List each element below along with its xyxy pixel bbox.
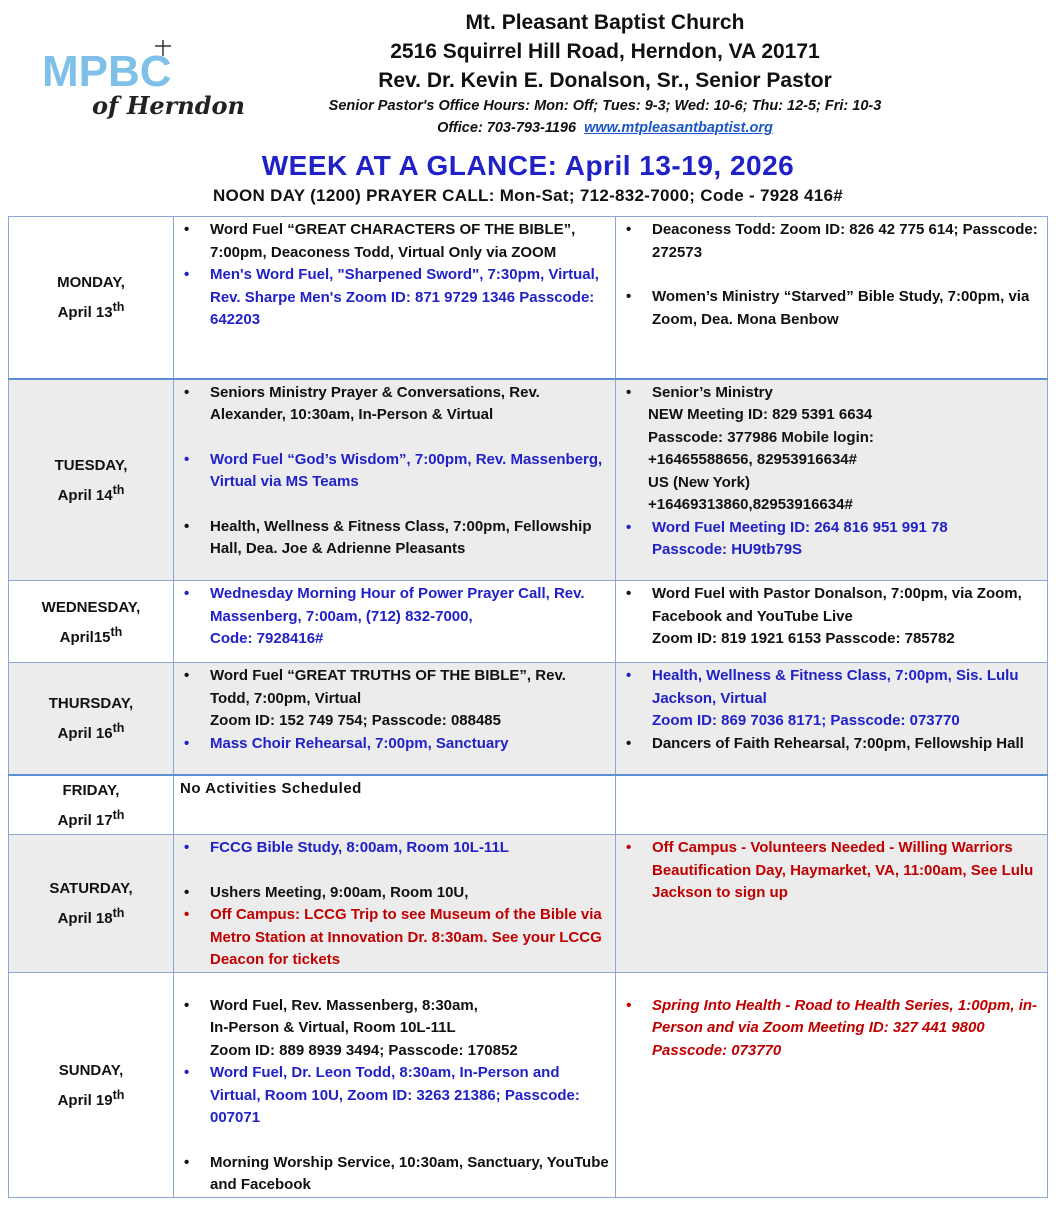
schedule-table xyxy=(8,216,1048,1198)
senior-pastor: Rev. Dr. Kevin E. Donalson, Sr., Senior Pastor xyxy=(378,69,832,92)
list-item: • Word Fuel, Rev. Massenberg, 8:30am, In-Person & Virtual, Room 10L-11L Zoom ID: 889 8939 3494; Passcode: 170852 xyxy=(210,995,609,1063)
no-activities: No Activities Scheduled xyxy=(174,775,616,835)
day-cell: FRIDAY, April 17th xyxy=(9,775,174,835)
list-item: • Deaconess Todd: Zoom ID: 826 42 775 614; Passcode: 272573 xyxy=(652,219,1041,264)
list-item: • Mass Choir Rehearsal, 7:00pm, Sanctuary xyxy=(210,733,609,756)
day-cell: SUNDAY, April 19th xyxy=(9,972,174,1197)
logo-text: MPBC xyxy=(42,47,172,96)
list-item: • Word Fuel with Pastor Donalson, 7:00pm, via Zoom, Facebook and YouTube Live Zoom ID: 819 1921 6153 Passcode: 785782 xyxy=(652,583,1041,651)
week-title: WEEK AT A GLANCE: April 13-19, 2026 xyxy=(261,150,795,181)
church-logo xyxy=(40,40,245,120)
sunday-row xyxy=(9,972,1048,1197)
day-cell: WEDNESDAY, April15th xyxy=(9,581,174,663)
day-cell: SATURDAY, April 18th xyxy=(9,835,174,973)
list-item: • Health, Wellness & Fitness Class, 7:00pm, Sis. Lulu Jackson, Virtual Zoom ID: 869 7036 8171; Passcode: 073770 xyxy=(652,665,1041,733)
list-item: • Off Campus - Volunteers Needed - Willing Warriors Beautification Day, Haymarket, VA, 11:00am, See Lulu Jackson to sign up xyxy=(652,837,1041,905)
list-item: • Seniors Ministry Prayer & Conversations, Rev. Alexander, 10:30am, In-Person & Virtual xyxy=(210,382,609,427)
list-item: • Word Fuel “GREAT TRUTHS OF THE BIBLE”, Rev. Todd, 7:00pm, Virtual Zoom ID: 152 749 754; Passcode: 088485 xyxy=(210,665,609,733)
list-item: • Spring Into Health - Road to Health Series, 1:00pm, in-Person and via Zoom Meeting ID: 327 441 9800 Passcode: 073770 xyxy=(652,995,1041,1063)
list-item: • Senior’s Ministry NEW Meeting ID: 829 5391 6634 Passcode: 377986 Mobile login: +16465588656, 82953916634# US (New York) +16469313860,82953916634# xyxy=(652,382,1041,517)
office-phone: Office: 703-793-1196 xyxy=(437,120,577,136)
list-item: • Women’s Ministry “Starved” Bible Study, 7:00pm, via Zoom, Dea. Mona Benbow xyxy=(652,286,1041,331)
list-item: • Dancers of Faith Rehearsal, 7:00pm, Fellowship Hall xyxy=(652,733,1041,756)
website-link[interactable]: www.mtpleasantbaptist.org xyxy=(584,120,773,136)
church-name: Mt. Pleasant Baptist Church xyxy=(465,11,745,34)
logo-subtext: of Herndon xyxy=(92,91,245,120)
list-item: • Health, Wellness & Fitness Class, 7:00pm, Fellowship Hall, Dea. Joe & Adrienne Pleasants xyxy=(210,516,609,561)
tuesday-row xyxy=(9,379,1048,581)
monday-row xyxy=(9,217,1048,379)
list-item: • Off Campus: LCCG Trip to see Museum of the Bible via Metro Station at Innovation Dr. 8:30am. See your LCCG Deacon for tickets xyxy=(210,904,609,972)
list-item: • Word Fuel Meeting ID: 264 816 951 991 78 Passcode: HU9tb79S xyxy=(652,517,1041,562)
church-address: 2516 Squirrel Hill Road, Herndon, VA 20171 xyxy=(390,40,820,63)
thursday-row xyxy=(9,663,1048,775)
saturday-row xyxy=(9,835,1048,973)
day-cell: TUESDAY, April 14th xyxy=(9,379,174,581)
list-item: • FCCG Bible Study, 8:00am, Room 10L-11L xyxy=(210,837,609,860)
list-item: • Word Fuel “GREAT CHARACTERS OF THE BIBLE”, 7:00pm, Deaconess Todd, Virtual Only via ZOOM xyxy=(210,219,609,264)
friday-row xyxy=(9,775,1048,835)
noon-prayer-call: NOON DAY (1200) PRAYER CALL: Mon-Sat; 712-832-7000; Code - 7928 416# xyxy=(212,186,844,205)
list-item: • Wednesday Morning Hour of Power Prayer Call, Rev. Massenberg, 7:00am, (712) 832-7000, Code: 7928416# xyxy=(210,583,609,651)
office-contact xyxy=(250,117,960,139)
list-item: • Men's Word Fuel, "Sharpened Sword", 7:30pm, Virtual, Rev. Sharpe Men's Zoom ID: 871 9729 1346 Passcode: 642203 xyxy=(210,264,609,332)
list-item: • Ushers Meeting, 9:00am, Room 10U, xyxy=(210,882,609,905)
list-item: • Word Fuel, Dr. Leon Todd, 8:30am, In-Person and Virtual, Room 10U, Zoom ID: 3263 21386; Passcode: 007071 xyxy=(210,1062,609,1130)
list-item: • Word Fuel “God’s Wisdom”, 7:00pm, Rev. Massenberg, Virtual via MS Teams xyxy=(210,449,609,494)
list-item: • Morning Worship Service, 10:30am, Sanctuary, YouTube and Facebook xyxy=(210,1152,609,1197)
office-hours: Senior Pastor's Office Hours: Mon: Off; Tues: 9-3; Wed: 10-6; Thu: 12-5; Fri: 10-3 xyxy=(328,98,882,114)
day-cell: MONDAY, April 13th xyxy=(9,217,174,379)
wednesday-row xyxy=(9,581,1048,663)
day-cell: THURSDAY, April 16th xyxy=(9,663,174,775)
church-header xyxy=(250,8,960,139)
